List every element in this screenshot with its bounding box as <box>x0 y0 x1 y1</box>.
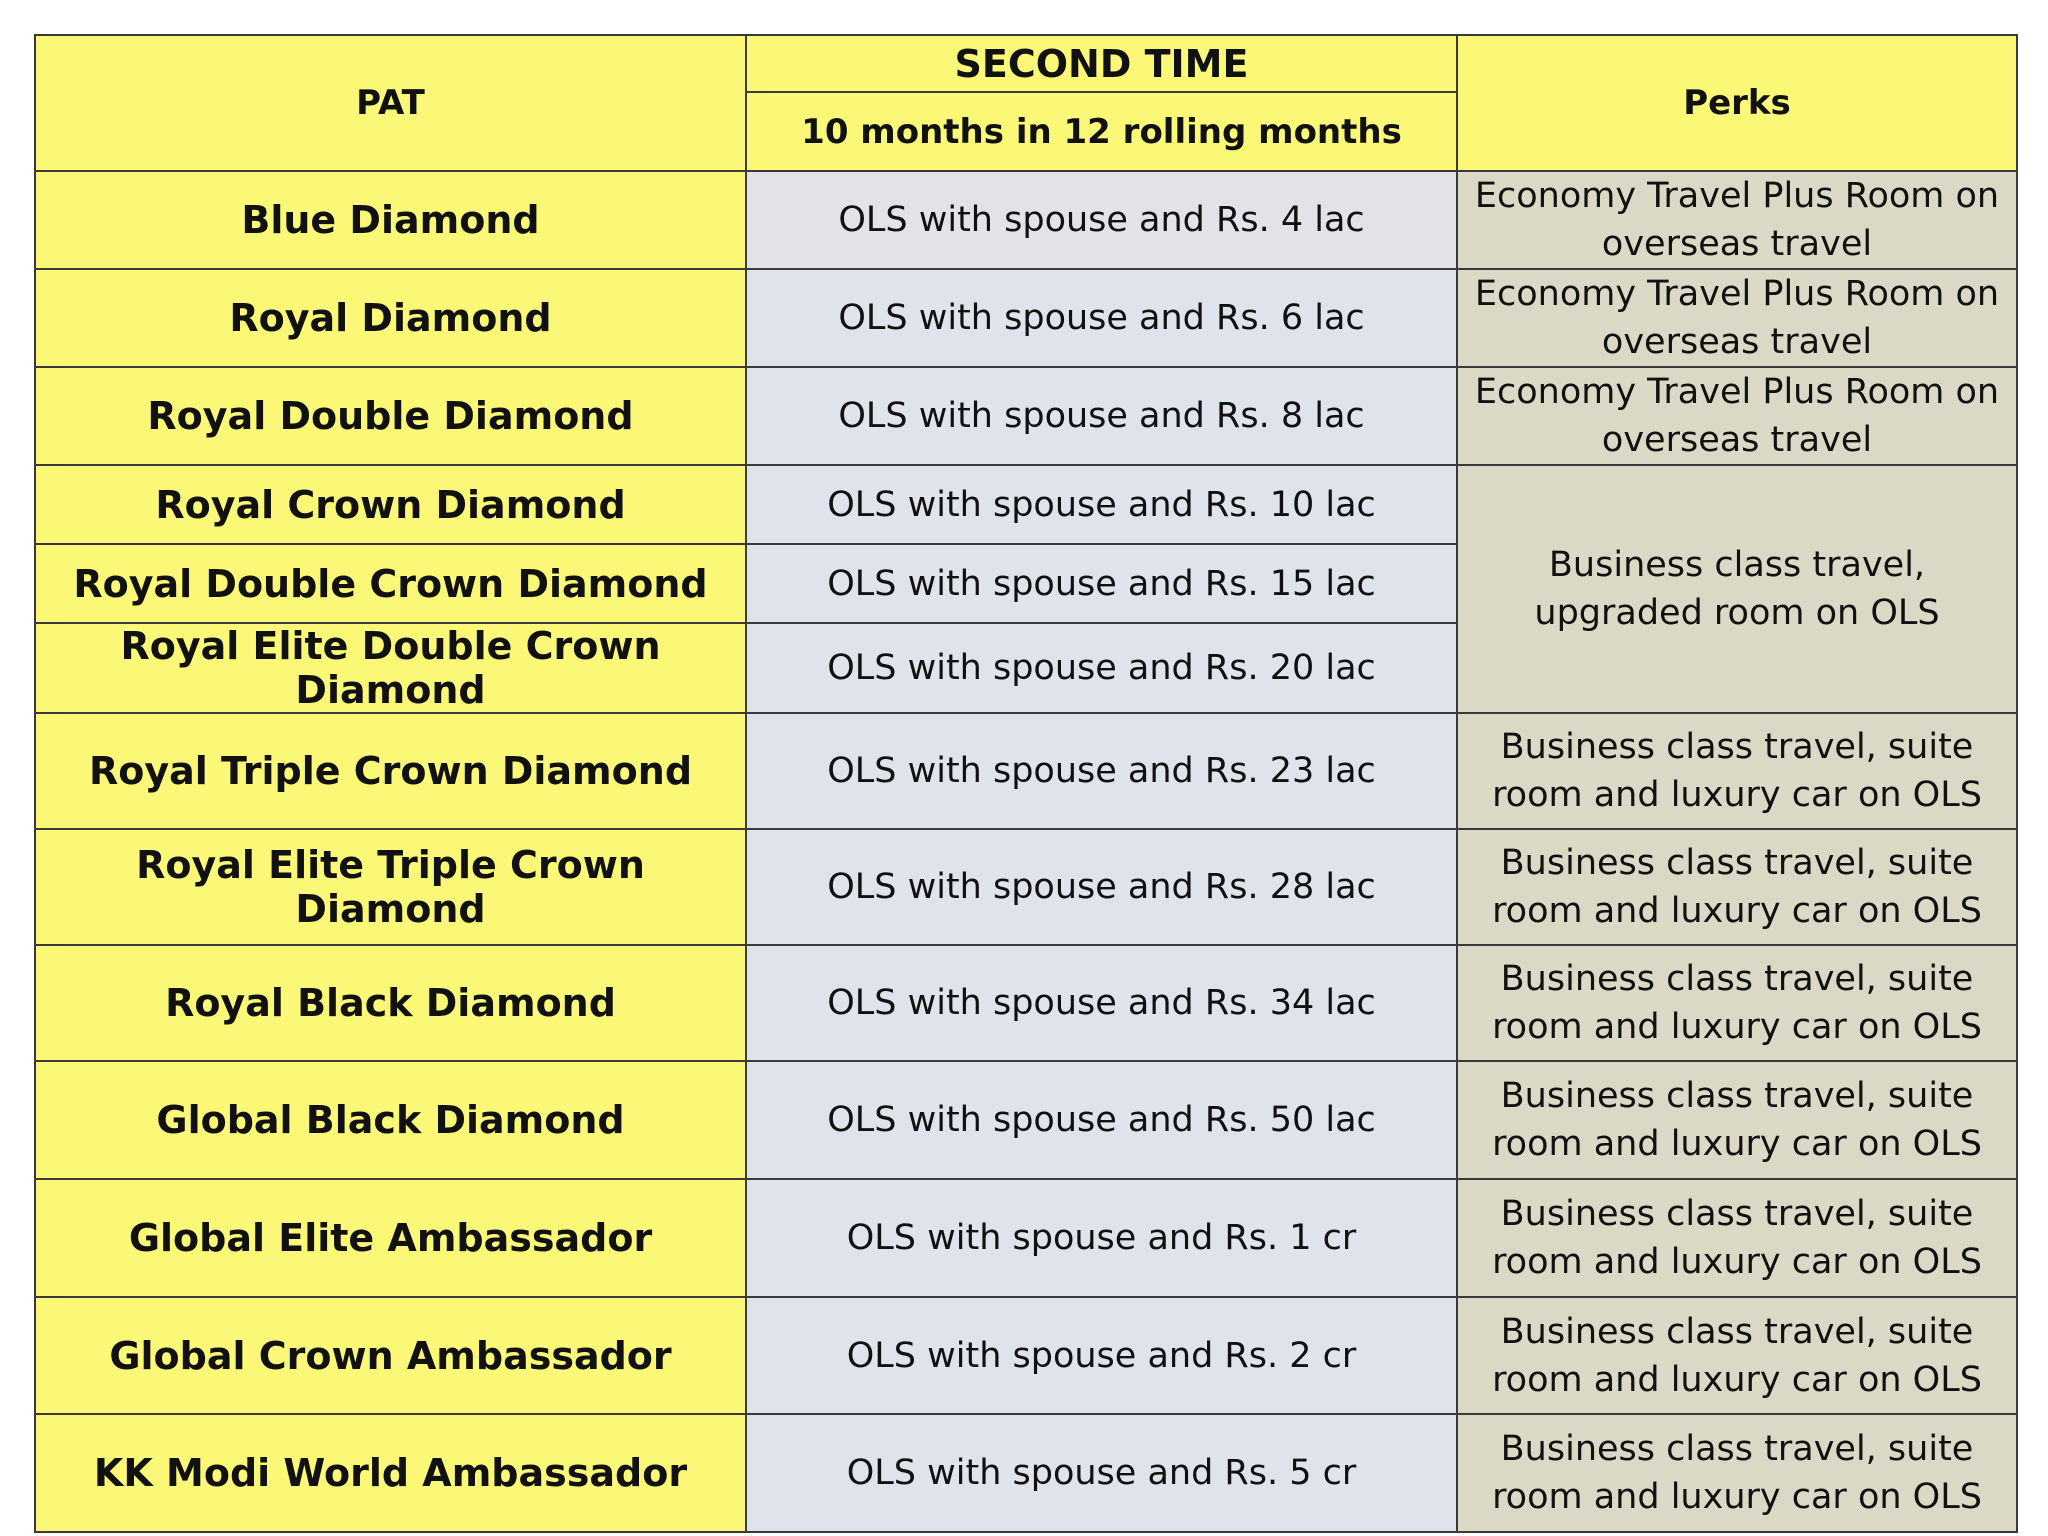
header-perks: Perks <box>1457 35 2017 171</box>
perk-cell: Economy Travel Plus Room on overseas travel <box>1457 367 2017 465</box>
table-row <box>35 1414 2017 1532</box>
table-row <box>35 1061 2017 1179</box>
reward-cell: OLS with spouse and Rs. 20 lac <box>746 623 1457 713</box>
reward-cell: OLS with spouse and Rs. 34 lac <box>746 945 1457 1061</box>
level-cell: Royal Elite Double Crown Diamond <box>35 623 746 713</box>
perk-cell: Business class travel, suite room and luxury car on OLS <box>1457 829 2017 945</box>
reward-cell: OLS with spouse and Rs. 28 lac <box>746 829 1457 945</box>
reward-cell: OLS with spouse and Rs. 15 lac <box>746 544 1457 623</box>
level-cell: Global Crown Ambassador <box>35 1297 746 1414</box>
perk-cell: Economy Travel Plus Room on overseas travel <box>1457 269 2017 367</box>
level-cell: KK Modi World Ambassador <box>35 1414 746 1532</box>
reward-cell: OLS with spouse and Rs. 2 cr <box>746 1297 1457 1414</box>
table-row <box>35 1179 2017 1297</box>
table-row <box>35 465 2017 544</box>
perk-cell: Business class travel, suite room and luxury car on OLS <box>1457 713 2017 829</box>
level-cell: Global Elite Ambassador <box>35 1179 746 1297</box>
reward-cell: OLS with spouse and Rs. 8 lac <box>746 367 1457 465</box>
level-cell: Royal Elite Triple Crown Diamond <box>35 829 746 945</box>
level-cell: Royal Triple Crown Diamond <box>35 713 746 829</box>
reward-cell: OLS with spouse and Rs. 4 lac <box>746 171 1457 269</box>
rewards-table <box>34 34 2018 1533</box>
table-row <box>35 269 2017 367</box>
level-cell: Royal Black Diamond <box>35 945 746 1061</box>
perk-cell: Business class travel, suite room and luxury car on OLS <box>1457 1179 2017 1297</box>
perk-cell: Economy Travel Plus Room on overseas travel <box>1457 171 2017 269</box>
perk-cell-merged: Business class travel, upgraded room on OLS <box>1457 465 2017 713</box>
perk-cell: Business class travel, suite room and luxury car on OLS <box>1457 1414 2017 1532</box>
table-row <box>35 171 2017 269</box>
reward-cell: OLS with spouse and Rs. 5 cr <box>746 1414 1457 1532</box>
level-cell: Global Black Diamond <box>35 1061 746 1179</box>
table-row <box>35 945 2017 1061</box>
header-second-time-subtitle: 10 months in 12 rolling months <box>746 92 1457 171</box>
reward-cell: OLS with spouse and Rs. 6 lac <box>746 269 1457 367</box>
table-row <box>35 1297 2017 1414</box>
level-cell: Royal Double Crown Diamond <box>35 544 746 623</box>
reward-cell: OLS with spouse and Rs. 50 lac <box>746 1061 1457 1179</box>
header-pat: PAT <box>35 35 746 171</box>
perk-cell: Business class travel, suite room and luxury car on OLS <box>1457 945 2017 1061</box>
level-cell: Royal Double Diamond <box>35 367 746 465</box>
table-row <box>35 713 2017 829</box>
perk-cell: Business class travel, suite room and luxury car on OLS <box>1457 1297 2017 1414</box>
table-row <box>35 829 2017 945</box>
reward-cell: OLS with spouse and Rs. 1 cr <box>746 1179 1457 1297</box>
level-cell: Royal Diamond <box>35 269 746 367</box>
reward-cell: OLS with spouse and Rs. 23 lac <box>746 713 1457 829</box>
header-second-time: SECOND TIME <box>746 35 1457 92</box>
table-row <box>35 367 2017 465</box>
level-cell: Royal Crown Diamond <box>35 465 746 544</box>
reward-cell: OLS with spouse and Rs. 10 lac <box>746 465 1457 544</box>
level-cell: Blue Diamond <box>35 171 746 269</box>
perk-cell: Business class travel, suite room and luxury car on OLS <box>1457 1061 2017 1179</box>
